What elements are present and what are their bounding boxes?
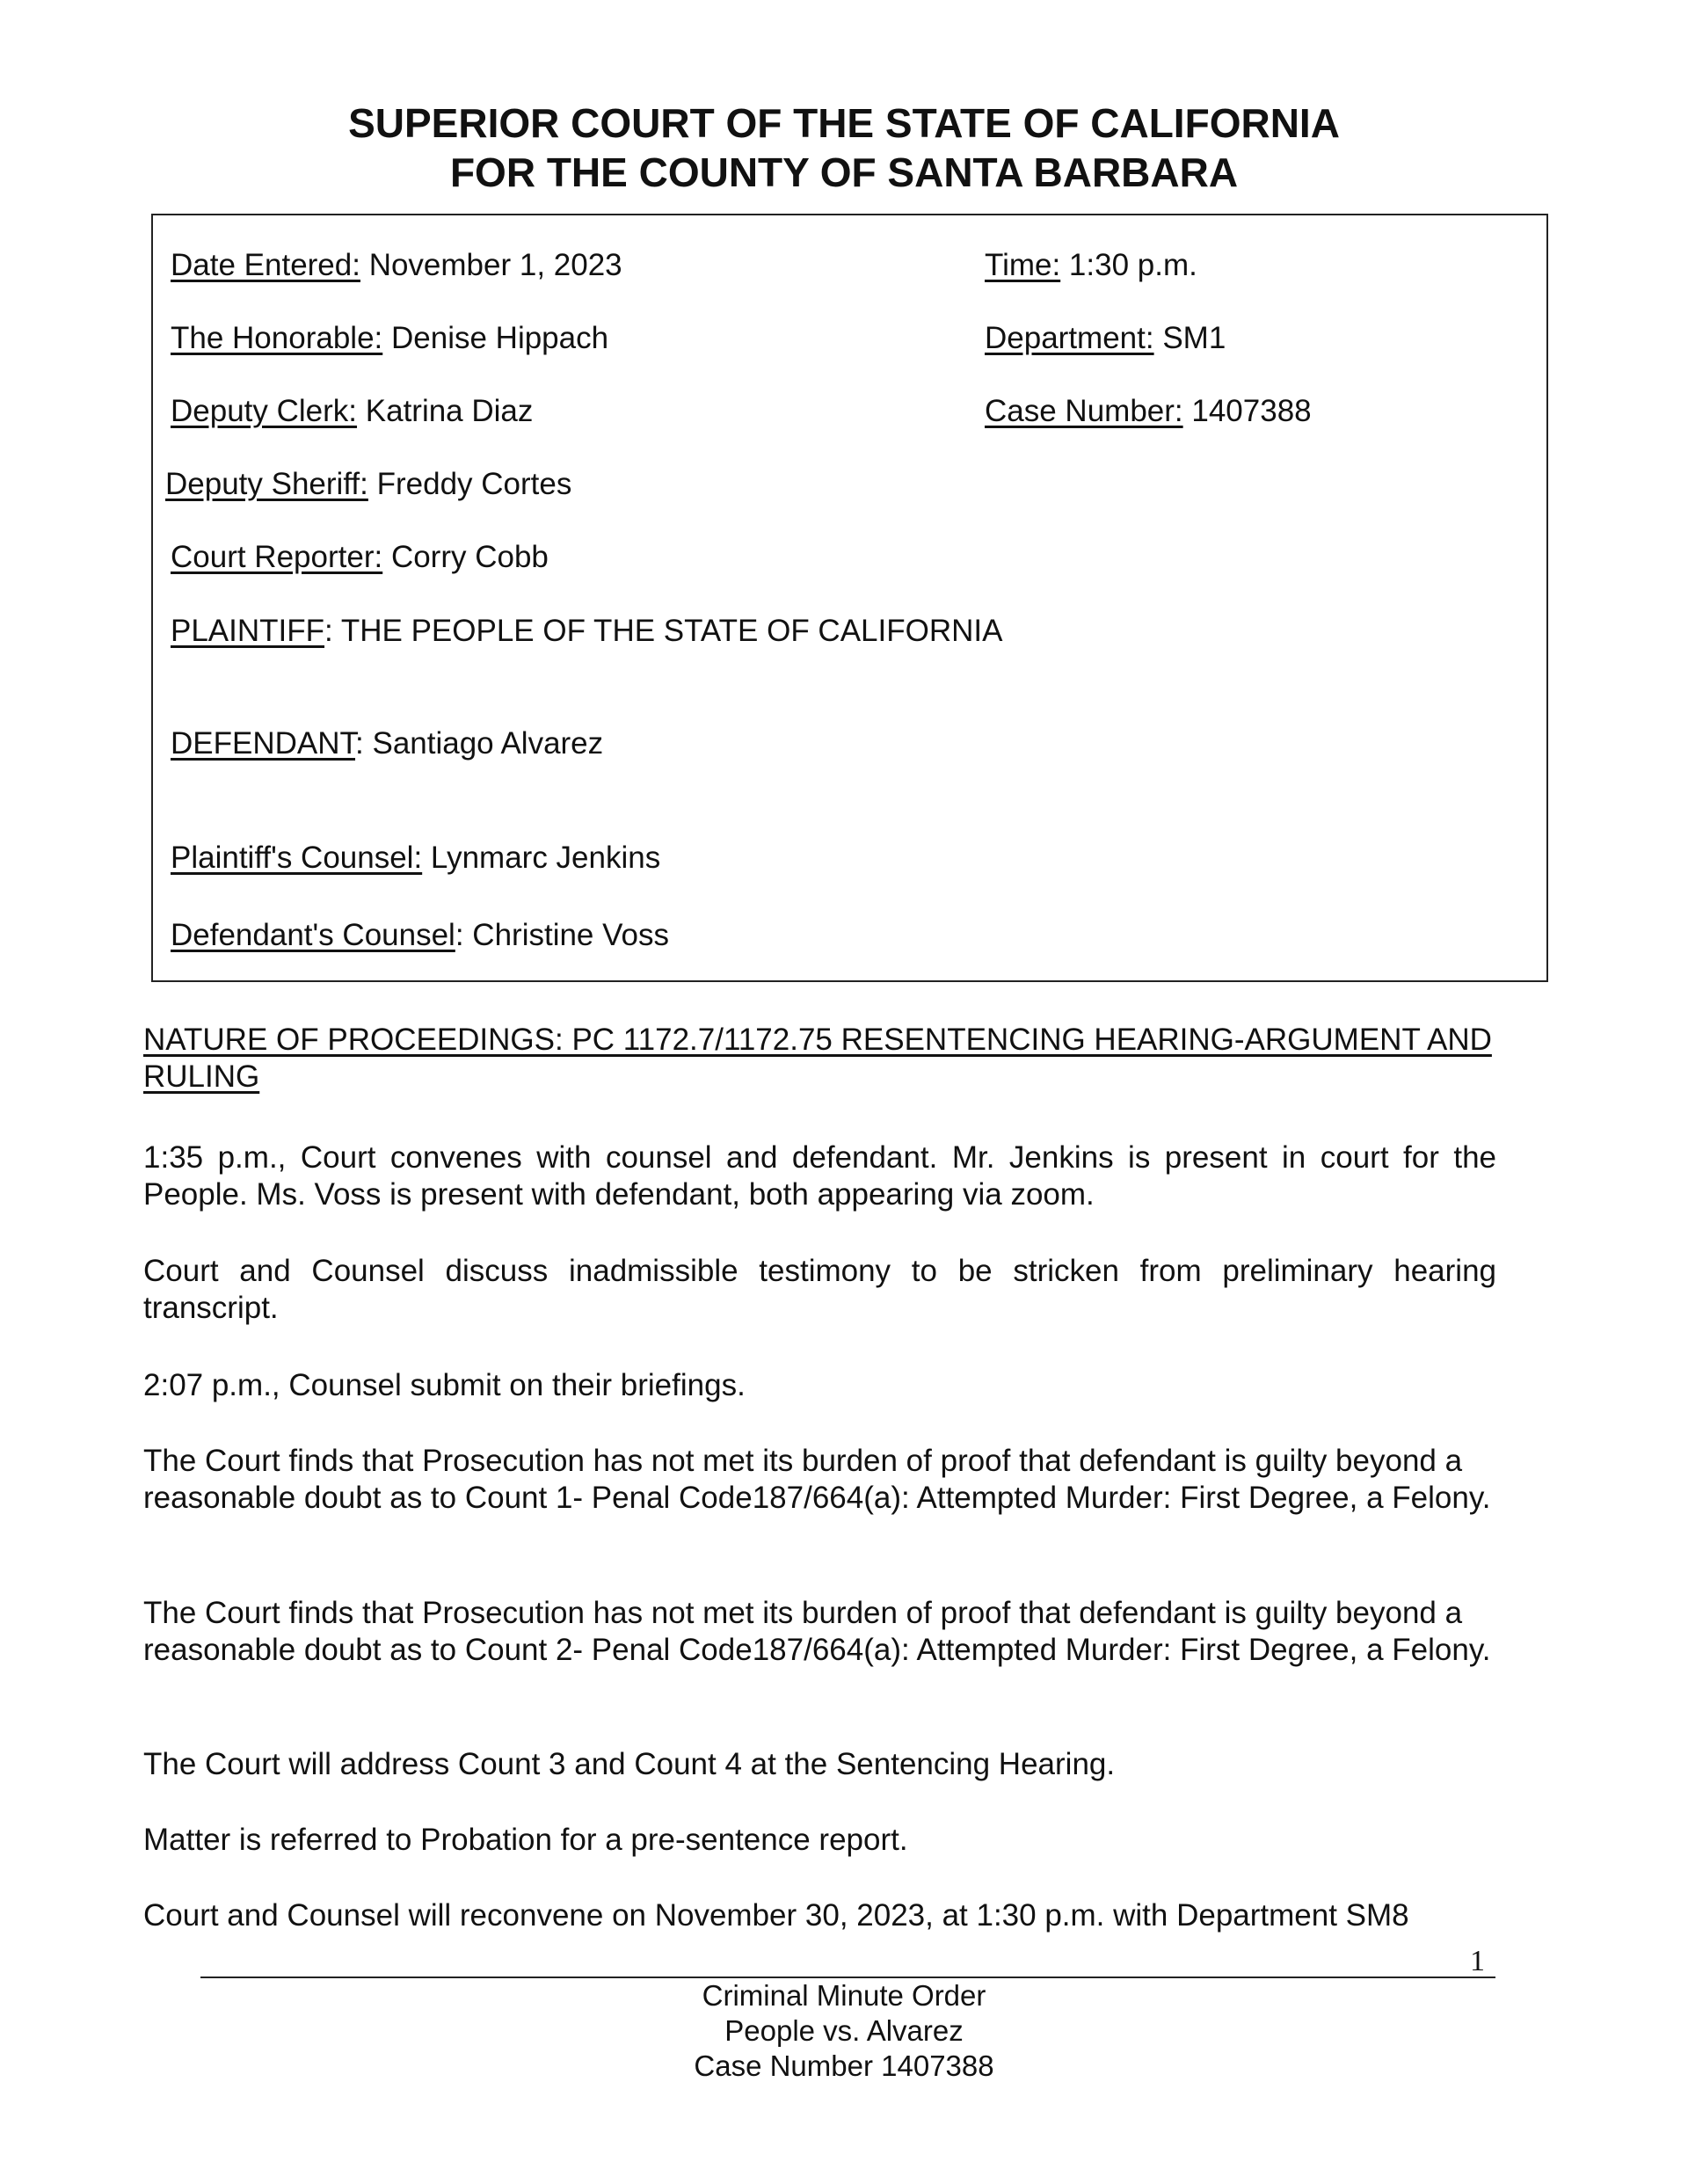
time-field <box>985 247 1197 284</box>
date-entered-field <box>171 247 622 284</box>
plaintiffs-counsel-value: Lynmarc Jenkins <box>422 841 661 875</box>
footer-case-caption: People vs. Alvarez <box>724 2014 964 2047</box>
deputy-clerk-value: Katrina Diaz <box>357 394 534 428</box>
date-entered-label: Date Entered: <box>171 248 360 282</box>
plaintiff-field <box>171 613 1002 650</box>
defendant-field <box>171 725 603 762</box>
court-header <box>0 98 1688 197</box>
defendant-label: DEFENDANT <box>171 726 356 761</box>
plaintiff-value: : THE PEOPLE OF THE STATE OF CALIFORNIA <box>324 614 1003 648</box>
deputy-clerk-label: Deputy Clerk: <box>171 394 358 428</box>
honorable-field <box>171 320 608 357</box>
case-number-value: 1407388 <box>1182 394 1312 428</box>
paragraph-inadmissible-testimony: Court and Counsel discuss inadmissible testimony to be stricken from preliminary hearing transcript. <box>143 1254 1496 1325</box>
plaintiff-label: PLAINTIFF <box>171 614 325 648</box>
department-value: SM1 <box>1153 321 1226 355</box>
paragraph-counts-3-4: The Court will address Count 3 and Count 4 at the Sentencing Hearing. <box>143 1747 1116 1781</box>
page-number: 1 <box>1470 1945 1485 1977</box>
defendants-counsel-value: : Christine Voss <box>455 918 669 952</box>
paragraph-count-2-finding: The Court finds that Prosecution has not met its burden of proof that defendant is guilty beyond a reasonable doubt as to Count 2- Penal Code187/664(a): Attempted Murder: First Degree, a Felony. <box>143 1596 1491 1667</box>
court-reporter-label: Court Reporter: <box>171 540 383 574</box>
deputy-clerk-field <box>171 393 533 430</box>
defendants-counsel-field <box>171 917 669 954</box>
honorable-value: Denise Hippach <box>382 321 609 355</box>
deputy-sheriff-field <box>165 466 571 503</box>
deputy-sheriff-label: Deputy Sheriff: <box>165 467 368 501</box>
paragraph-reconvene: Court and Counsel will reconvene on November 30, 2023, at 1:30 p.m. with Department SM8 <box>143 1898 1409 1933</box>
defendant-value: : Santiago Alvarez <box>355 726 604 761</box>
time-label: Time: <box>985 248 1061 282</box>
case-number-field <box>985 393 1312 430</box>
footer-document-type: Criminal Minute Order <box>702 1979 986 2012</box>
date-entered-value: November 1, 2023 <box>360 248 622 282</box>
court-reporter-value: Corry Cobb <box>382 540 549 574</box>
case-info-box <box>151 214 1548 982</box>
footer <box>0 1978 1688 2084</box>
paragraph-counsel-submit: 2:07 p.m., Counsel submit on their briefings. <box>143 1368 746 1402</box>
court-reporter-field <box>171 539 549 576</box>
nature-of-proceedings: NATURE OF PROCEEDINGS: PC 1172.7/1172.75 RESENTENCING HEARING-ARGUMENT AND RULING <box>143 1023 1492 1094</box>
plaintiffs-counsel-field <box>171 840 660 877</box>
court-title-line1: SUPERIOR COURT OF THE STATE OF CALIFORNIA <box>348 100 1340 146</box>
court-title-line2: FOR THE COUNTY OF SANTA BARBARA <box>449 149 1239 195</box>
paragraph-probation-referral: Matter is referred to Probation for a pre-sentence report. <box>143 1823 908 1857</box>
time-value: 1:30 p.m. <box>1060 248 1197 282</box>
deputy-sheriff-value: Freddy Cortes <box>367 467 572 501</box>
paragraph-court-convenes: 1:35 p.m., Court convenes with counsel and defendant. Mr. Jenkins is present in court for the People. Ms. Voss is present with defendant, both appearing via zoom. <box>143 1140 1496 1212</box>
defendants-counsel-label: Defendant's Counsel <box>171 918 455 952</box>
department-label: Department: <box>985 321 1154 355</box>
honorable-label: The Honorable: <box>171 321 383 355</box>
plaintiffs-counsel-label: Plaintiff's Counsel: <box>171 841 423 875</box>
footer-case-number: Case Number 1407388 <box>694 2049 994 2082</box>
case-number-label: Case Number: <box>985 394 1183 428</box>
department-field <box>985 320 1226 357</box>
paragraph-count-1-finding: The Court finds that Prosecution has not met its burden of proof that defendant is guilty beyond a reasonable doubt as to Count 1- Penal Code187/664(a): Attempted Murder: First Degree, a Felony. <box>143 1444 1491 1515</box>
